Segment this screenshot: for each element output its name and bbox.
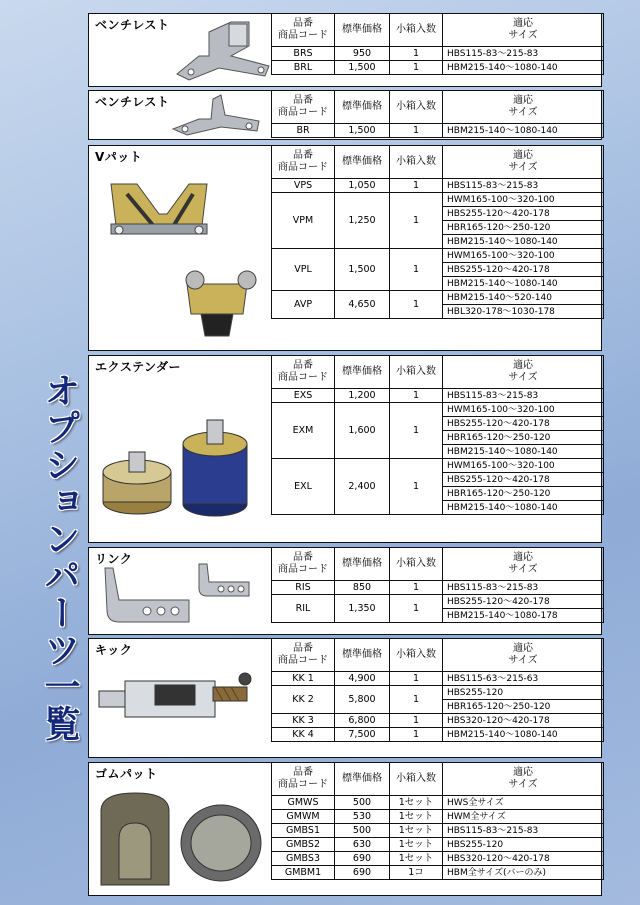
- cell-price: 530: [335, 810, 390, 824]
- cell-price: 1,500: [335, 249, 390, 291]
- cell-code: EXL: [272, 459, 335, 515]
- table-row: [272, 672, 604, 686]
- header-row: [272, 14, 604, 47]
- spec-table: [271, 547, 604, 623]
- cell-code: KK 2: [272, 686, 335, 714]
- header-price: [335, 548, 390, 581]
- product-image: [169, 93, 269, 141]
- cell-size: HBM215-140～520-140: [443, 291, 604, 305]
- parts-section: [88, 638, 602, 758]
- cell-size: HBS255-120: [443, 838, 604, 852]
- cell-box-qty: 1: [390, 249, 443, 291]
- cell-size: HBM全サイズ(バーのみ): [443, 866, 604, 880]
- product-image: [97, 404, 267, 528]
- header-box-qty-label: 小箱入数: [396, 558, 436, 569]
- cell-code: KK 1: [272, 672, 335, 686]
- cell-size: HBS115-83～215-83: [443, 824, 604, 838]
- table-row: [272, 581, 604, 595]
- header-size-label: サイズ: [508, 564, 538, 575]
- spec-table: [271, 145, 604, 319]
- cell-code: RIS: [272, 581, 335, 595]
- section-title: ゴムパット: [95, 767, 158, 781]
- spec-table: [271, 90, 604, 138]
- cell-price: 5,800: [335, 686, 390, 714]
- cell-size: HBM215-140～1080-140: [443, 501, 604, 515]
- header-code: [272, 548, 335, 581]
- cell-box-qty: 1コ: [390, 866, 443, 880]
- page-title: オプションパーツ一覧: [39, 372, 80, 742]
- cell-box-qty: 1: [390, 595, 443, 623]
- cell-box-qty: 1セット: [390, 838, 443, 852]
- cell-size: HBM215-140～1080-140: [443, 445, 604, 459]
- product-illustration-area: [89, 356, 271, 542]
- cell-size: HBS255-120～420-178: [443, 207, 604, 221]
- table-row: [272, 403, 604, 417]
- cell-code: GMWS: [272, 796, 335, 810]
- header-box-qty: [390, 548, 443, 581]
- product-image: [169, 16, 279, 88]
- cell-size: HBM215-140～1080-140: [443, 277, 604, 291]
- cell-size: HBS255-120～420-178: [443, 263, 604, 277]
- header-row: [272, 356, 604, 389]
- cell-box-qty: 1: [390, 124, 443, 138]
- header-row: [272, 763, 604, 796]
- table-row: [272, 866, 604, 880]
- cell-price: 690: [335, 852, 390, 866]
- table-row: [272, 728, 604, 742]
- cell-size: HBS255-120: [443, 686, 604, 700]
- header-size-label: サイズ: [508, 162, 538, 173]
- header-size: [443, 356, 604, 389]
- cell-price: 1,250: [335, 193, 390, 249]
- header-box-qty: [390, 763, 443, 796]
- header-code: [272, 91, 335, 124]
- spec-table: [271, 638, 604, 742]
- header-price-label: 標準価格: [342, 101, 382, 112]
- cell-size: HBR165-120～250-120: [443, 700, 604, 714]
- cell-size: HBS320-120～420-178: [443, 714, 604, 728]
- cell-code: VPM: [272, 193, 335, 249]
- cell-price: 500: [335, 796, 390, 810]
- table-row: [272, 852, 604, 866]
- cell-size: HBS320-120～420-178: [443, 852, 604, 866]
- table-row: [272, 179, 604, 193]
- product-image: [95, 789, 265, 893]
- cell-price: 950: [335, 47, 390, 61]
- cell-price: 7,500: [335, 728, 390, 742]
- product-image: [97, 164, 267, 348]
- header-code-label: 品番: [293, 18, 313, 29]
- spec-table: [271, 13, 604, 75]
- cell-box-qty: 1: [390, 291, 443, 319]
- cell-size: HWM165-100～320-100: [443, 249, 604, 263]
- header-size-label: 適応: [513, 360, 533, 371]
- cell-size: HBS115-83～215-83: [443, 581, 604, 595]
- parts-section: [88, 13, 602, 87]
- header-size-label: サイズ: [508, 107, 538, 118]
- header-code-label: 商品コード: [278, 564, 328, 575]
- cell-price: 500: [335, 824, 390, 838]
- header-code: [272, 14, 335, 47]
- cell-price: 630: [335, 838, 390, 852]
- cell-box-qty: 1: [390, 61, 443, 75]
- cell-size: HBM215-140～1080-140: [443, 728, 604, 742]
- cell-size: HWM165-100～320-100: [443, 403, 604, 417]
- table-row: [272, 291, 604, 305]
- cell-box-qty: 1セット: [390, 852, 443, 866]
- cell-price: 1,350: [335, 595, 390, 623]
- header-size: [443, 763, 604, 796]
- cell-box-qty: 1: [390, 728, 443, 742]
- header-box-qty-label: 小箱入数: [396, 101, 436, 112]
- cell-size: HBS255-120～420-178: [443, 417, 604, 431]
- table-row: [272, 249, 604, 263]
- cell-code: BR: [272, 124, 335, 138]
- cell-price: 4,900: [335, 672, 390, 686]
- table-row: [272, 714, 604, 728]
- cell-size: HWM165-100～320-100: [443, 459, 604, 473]
- parts-section: [88, 762, 602, 896]
- cell-size: HBM215-140～1080-140: [443, 235, 604, 249]
- header-size-label: 適応: [513, 767, 533, 778]
- cell-code: BRS: [272, 47, 335, 61]
- cell-box-qty: 1: [390, 714, 443, 728]
- header-box-qty-label: 小箱入数: [396, 773, 436, 784]
- header-size-label: 適応: [513, 150, 533, 161]
- cell-code: VPL: [272, 249, 335, 291]
- header-row: [272, 639, 604, 672]
- cell-size: HWS全サイズ: [443, 796, 604, 810]
- cell-box-qty: 1: [390, 403, 443, 459]
- table-row: [272, 595, 604, 609]
- cell-code: KK 4: [272, 728, 335, 742]
- table-row: [272, 824, 604, 838]
- header-code-label: 品番: [293, 767, 313, 778]
- cell-price: 1,050: [335, 179, 390, 193]
- header-code-label: 商品コード: [278, 372, 328, 383]
- cell-price: 690: [335, 866, 390, 880]
- cell-price: 1,500: [335, 124, 390, 138]
- header-box-qty: [390, 91, 443, 124]
- parts-section: [88, 355, 602, 543]
- product-illustration-area: [89, 763, 271, 895]
- header-code-label: 品番: [293, 643, 313, 654]
- header-size: [443, 548, 604, 581]
- cell-code: GMBM1: [272, 866, 335, 880]
- header-row: [272, 548, 604, 581]
- header-code: [272, 763, 335, 796]
- header-size: [443, 639, 604, 672]
- product-illustration-area: [89, 146, 271, 350]
- header-code-label: 商品コード: [278, 162, 328, 173]
- cell-size: HBR165-120～250-120: [443, 221, 604, 235]
- table-row: [272, 61, 604, 75]
- cell-box-qty: 1セット: [390, 824, 443, 838]
- cell-price: 850: [335, 581, 390, 595]
- cell-code: GMBS2: [272, 838, 335, 852]
- cell-box-qty: 1: [390, 193, 443, 249]
- cell-box-qty: 1: [390, 686, 443, 714]
- cell-size: HBS255-120～420-178: [443, 595, 604, 609]
- header-price: [335, 356, 390, 389]
- cell-box-qty: 1: [390, 47, 443, 61]
- cell-code: EXM: [272, 403, 335, 459]
- cell-price: 1,500: [335, 61, 390, 75]
- header-code-label: 商品コード: [278, 107, 328, 118]
- cell-code: AVP: [272, 291, 335, 319]
- header-box-qty-label: 小箱入数: [396, 156, 436, 167]
- cell-size: HBR165-120～250-120: [443, 487, 604, 501]
- cell-size: HWM全サイズ: [443, 810, 604, 824]
- header-size-label: 適応: [513, 18, 533, 29]
- header-code-label: 品番: [293, 150, 313, 161]
- header-price-label: 標準価格: [342, 366, 382, 377]
- header-box-qty-label: 小箱入数: [396, 366, 436, 377]
- cell-code: BRL: [272, 61, 335, 75]
- section-title: ベンチレスト: [95, 95, 170, 109]
- parts-section: [88, 145, 602, 351]
- cell-code: VPS: [272, 179, 335, 193]
- cell-box-qty: 1: [390, 672, 443, 686]
- header-price: [335, 14, 390, 47]
- header-size-label: サイズ: [508, 372, 538, 383]
- table-row: [272, 838, 604, 852]
- cell-box-qty: 1: [390, 179, 443, 193]
- product-image: [99, 560, 259, 634]
- cell-price: 6,800: [335, 714, 390, 728]
- header-size-label: 適応: [513, 643, 533, 654]
- header-size-label: サイズ: [508, 655, 538, 666]
- section-title: キック: [95, 643, 133, 657]
- header-code-label: 商品コード: [278, 655, 328, 666]
- cell-size: HBS115-83～215-83: [443, 47, 604, 61]
- header-code-label: 品番: [293, 95, 313, 106]
- header-box-qty: [390, 356, 443, 389]
- header-box-qty: [390, 146, 443, 179]
- cell-size: HBS115-63～215-63: [443, 672, 604, 686]
- cell-size: HBM215-140～1080-140: [443, 61, 604, 75]
- cell-code: GMWM: [272, 810, 335, 824]
- table-row: [272, 124, 604, 138]
- header-code: [272, 356, 335, 389]
- cell-size: HWM165-100～320-100: [443, 193, 604, 207]
- cell-code: KK 3: [272, 714, 335, 728]
- cell-price: 2,400: [335, 459, 390, 515]
- section-title: リンク: [95, 552, 133, 566]
- header-box-qty: [390, 639, 443, 672]
- header-code: [272, 639, 335, 672]
- table-row: [272, 459, 604, 473]
- header-price: [335, 91, 390, 124]
- cell-size: HBS115-83～215-83: [443, 179, 604, 193]
- table-row: [272, 796, 604, 810]
- header-size: [443, 146, 604, 179]
- header-box-qty-label: 小箱入数: [396, 649, 436, 660]
- header-code: [272, 146, 335, 179]
- table-row: [272, 47, 604, 61]
- header-price-label: 標準価格: [342, 558, 382, 569]
- header-price-label: 標準価格: [342, 24, 382, 35]
- header-box-qty-label: 小箱入数: [396, 24, 436, 35]
- header-size: [443, 14, 604, 47]
- cell-code: EXS: [272, 389, 335, 403]
- product-image: [95, 669, 263, 733]
- cell-code: RIL: [272, 595, 335, 623]
- cell-code: GMBS3: [272, 852, 335, 866]
- header-size-label: 適応: [513, 552, 533, 563]
- header-code-label: 商品コード: [278, 30, 328, 41]
- table-row: [272, 810, 604, 824]
- cell-price: 4,650: [335, 291, 390, 319]
- header-price: [335, 146, 390, 179]
- cell-size: HBS255-120～420-178: [443, 473, 604, 487]
- product-illustration-area: [89, 91, 271, 139]
- header-size-label: サイズ: [508, 779, 538, 790]
- product-illustration-area: [89, 639, 271, 757]
- header-price-label: 標準価格: [342, 773, 382, 784]
- cell-size: HBM215-140～1080-140: [443, 124, 604, 138]
- header-row: [272, 91, 604, 124]
- header-price-label: 標準価格: [342, 156, 382, 167]
- header-code-label: 品番: [293, 360, 313, 371]
- section-title: エクステンダー: [95, 360, 182, 374]
- header-size-label: 適応: [513, 95, 533, 106]
- cell-size: HBM215-140～1080-178: [443, 609, 604, 623]
- cell-box-qty: 1: [390, 581, 443, 595]
- cell-size: HBS115-83～215-83: [443, 389, 604, 403]
- cell-box-qty: 1: [390, 459, 443, 515]
- header-price: [335, 763, 390, 796]
- table-row: [272, 193, 604, 207]
- section-title: Vパット: [95, 150, 143, 164]
- section-title: ベンチレスト: [95, 18, 170, 32]
- parts-section: [88, 90, 602, 140]
- spec-table: [271, 762, 604, 880]
- cell-size: HBR165-120～250-120: [443, 431, 604, 445]
- header-size: [443, 91, 604, 124]
- cell-price: 1,200: [335, 389, 390, 403]
- table-row: [272, 686, 604, 700]
- cell-price: 1,600: [335, 403, 390, 459]
- header-row: [272, 146, 604, 179]
- header-price-label: 標準価格: [342, 649, 382, 660]
- cell-box-qty: 1セット: [390, 796, 443, 810]
- product-illustration-area: [89, 548, 271, 634]
- header-box-qty: [390, 14, 443, 47]
- header-price: [335, 639, 390, 672]
- product-illustration-area: [89, 14, 271, 86]
- table-row: [272, 389, 604, 403]
- header-size-label: サイズ: [508, 30, 538, 41]
- header-code-label: 商品コード: [278, 779, 328, 790]
- parts-section: [88, 547, 602, 635]
- cell-code: GMBS1: [272, 824, 335, 838]
- cell-size: HBL320-178～1030-178: [443, 305, 604, 319]
- header-code-label: 品番: [293, 552, 313, 563]
- cell-box-qty: 1セット: [390, 810, 443, 824]
- cell-box-qty: 1: [390, 389, 443, 403]
- spec-table: [271, 355, 604, 515]
